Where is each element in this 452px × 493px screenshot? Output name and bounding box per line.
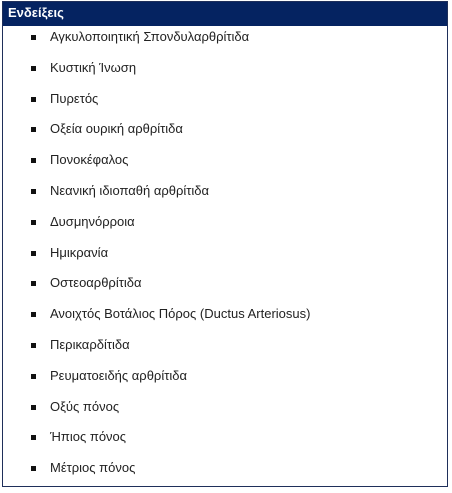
bullet-icon xyxy=(31,189,36,194)
bullet-icon xyxy=(31,343,36,348)
bullet-icon xyxy=(31,466,36,471)
bullet-icon xyxy=(31,281,36,286)
list-item-text: Δυσμηνόρροια xyxy=(50,213,135,229)
bullet-icon xyxy=(31,35,36,40)
bullet-icon xyxy=(31,66,36,71)
list-item-text: Οξεία ουρική αρθρίτιδα xyxy=(50,121,183,137)
list-item-text: Οξύς πόνος xyxy=(50,398,120,414)
bullet-icon xyxy=(31,435,36,440)
list-item-text: Οστεοαρθρίτιδα xyxy=(50,275,142,291)
bullet-icon xyxy=(31,312,36,317)
bullet-icon xyxy=(31,251,36,256)
list-item-text: Περικαρδίτιδα xyxy=(50,336,130,352)
panel-title: Ενδείξεις xyxy=(3,2,447,26)
bullet-icon xyxy=(31,158,36,163)
bullet-icon xyxy=(31,127,36,132)
bullet-icon xyxy=(31,374,36,379)
list-item-text: Ήπιος πόνος xyxy=(50,429,127,445)
list-item-text: Κυστική Ίνωση xyxy=(50,59,137,75)
list-item-text: Ημικρανία xyxy=(50,244,109,260)
list-item-text: Μέτριος πόνος xyxy=(50,460,136,476)
list-item-text: Πονοκέφαλος xyxy=(50,152,129,168)
list-item-text: Αγκυλοποιητική Σπονδυλαρθρίτιδα xyxy=(50,29,250,44)
bullet-icon xyxy=(31,405,36,410)
indications-panel xyxy=(2,1,448,487)
list-item-text: Νεανική ιδιοπαθή αρθρίτιδα xyxy=(50,182,210,198)
list-item-text: Πυρετός xyxy=(50,90,99,106)
list-item-text: Ανοιχτός Βοτάλιος Πόρος (Ductus Arteriosus) xyxy=(50,306,311,322)
bullet-icon xyxy=(31,97,36,102)
list-item-text: Ρευματοειδής αρθρίτιδα xyxy=(50,367,187,383)
bullet-icon xyxy=(31,220,36,225)
